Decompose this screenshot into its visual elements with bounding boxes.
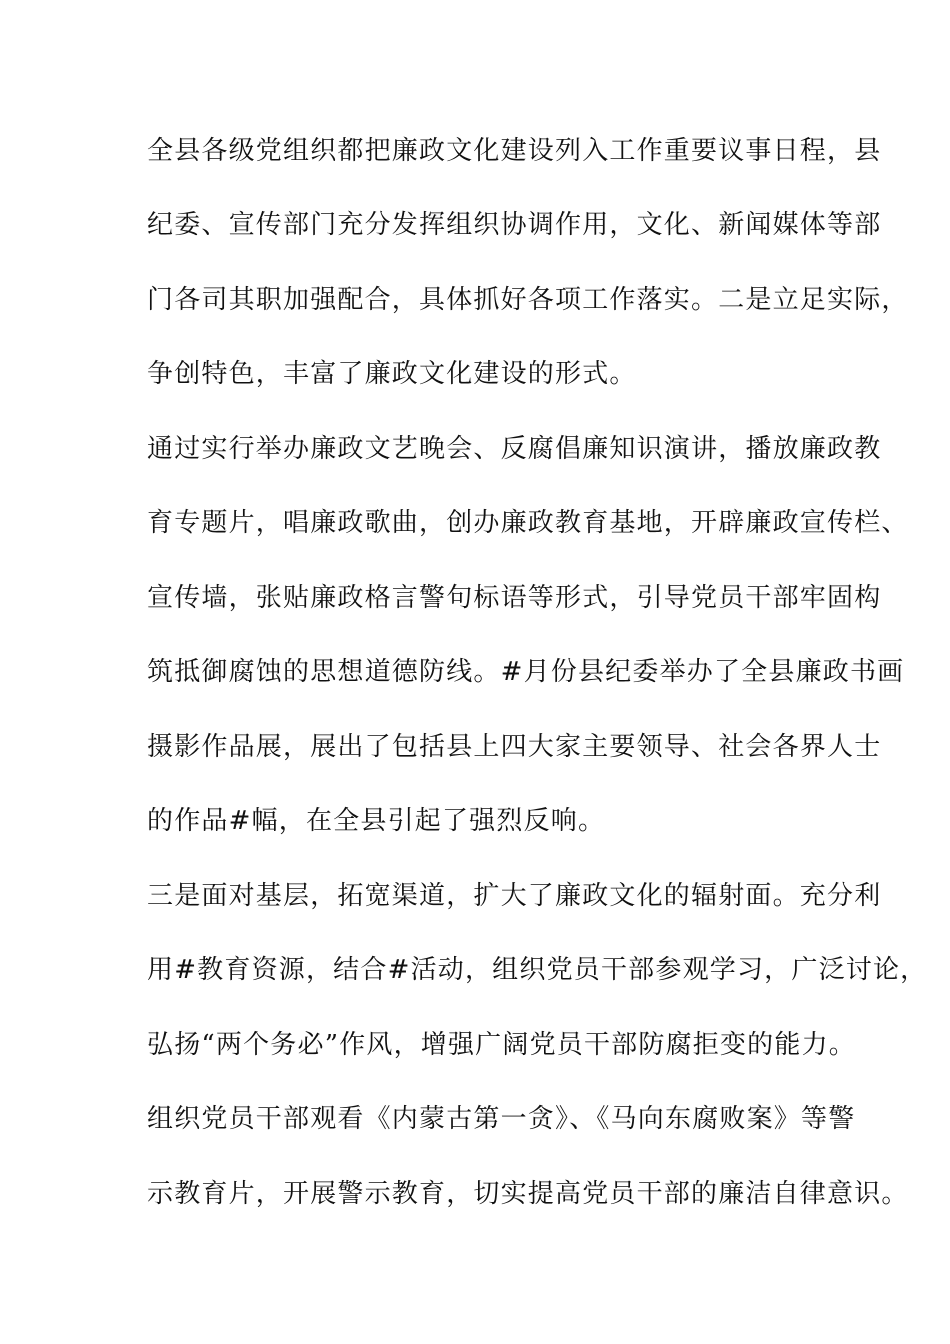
text-line: 全县各级党组织都把廉政文化建设列入工作重要议事日程，县 bbox=[147, 136, 882, 166]
text-line: 育专题片，唱廉政歌曲，创办廉政教育基地，开辟廉政宣传栏、 bbox=[147, 508, 909, 538]
text-line: 纪委、宣传部门充分发挥组织协调作用，文化、新闻媒体等部 bbox=[147, 210, 882, 240]
text-line: 通过实行举办廉政文艺晚会、反腐倡廉知识演讲，播放廉政教 bbox=[147, 434, 882, 464]
text-line: 摄影作品展，展出了包括县上四大家主要领导、社会各界人士 bbox=[147, 732, 882, 762]
text-line: 门各司其职加强配合，具体抓好各项工作落实。二是立足实际， bbox=[147, 285, 909, 315]
text-line: 用#教育资源，结合#活动，组织党员干部参观学习，广泛讨论， bbox=[147, 955, 928, 985]
text-line: 三是面对基层，拓宽渠道，扩大了廉政文化的辐射面。充分利 bbox=[147, 881, 882, 911]
text-line: 示教育片，开展警示教育，切实提高党员干部的廉洁自律意识。 bbox=[147, 1179, 909, 1209]
text-line: 弘扬“两个务必”作风，增强广阔党员干部防腐拒变的能力。 bbox=[147, 1030, 856, 1060]
text-line: 宣传墙，张贴廉政格言警句标语等形式，引导党员干部牢固构 bbox=[147, 583, 882, 613]
text-line: 争创特色，丰富了廉政文化建设的形式。 bbox=[147, 359, 637, 389]
text-line: 的作品#幅，在全县引起了强烈反响。 bbox=[147, 806, 606, 836]
text-line: 筑抵御腐蚀的思想道德防线。#月份县纪委举办了全县廉政书画 bbox=[147, 657, 905, 687]
text-line: 组织党员干部观看《内蒙古第一贪》、《马向东腐败案》等警 bbox=[147, 1104, 856, 1134]
